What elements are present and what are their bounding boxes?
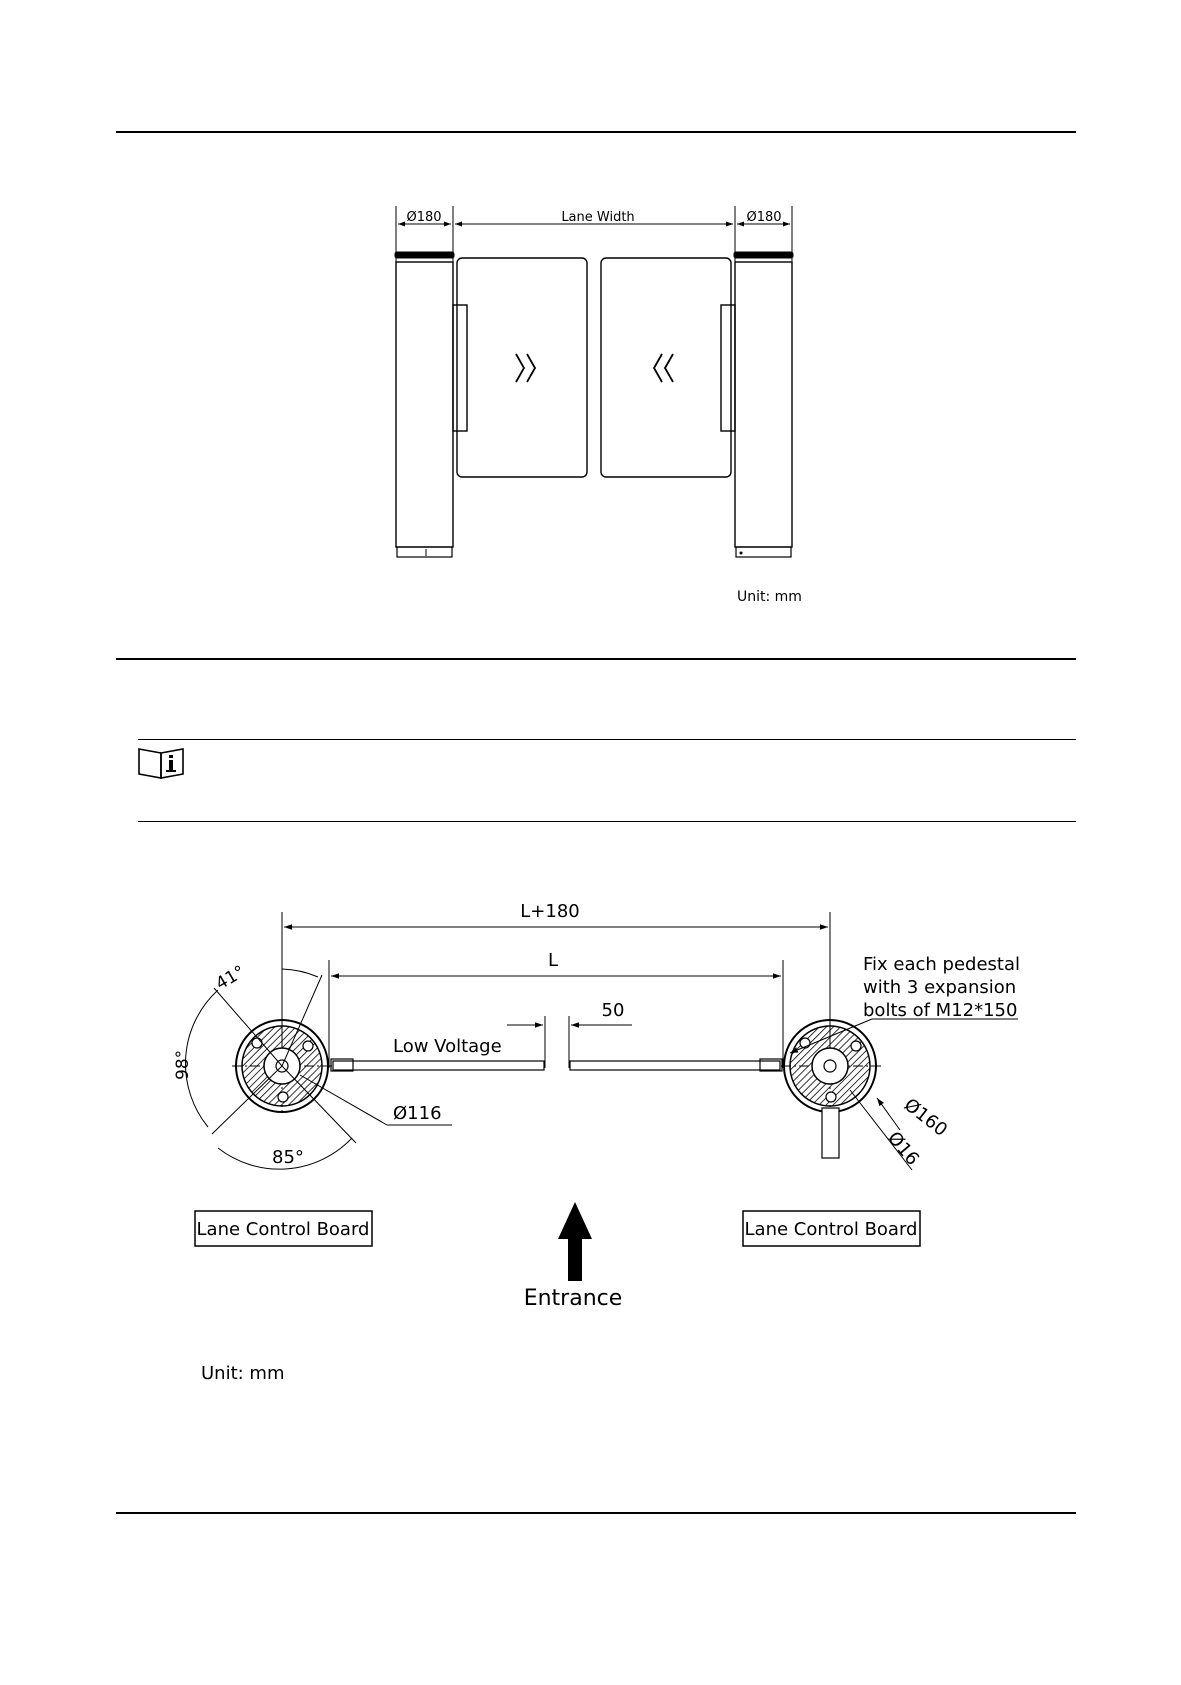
installation-unit-label: Unit: mm	[201, 1363, 285, 1384]
dim-left-label: Ø180	[406, 210, 442, 225]
low-voltage-channel	[331, 1059, 782, 1071]
dia-16-label: Ø16	[883, 1127, 924, 1170]
front-unit-label: Unit: mm	[737, 589, 802, 605]
dim-total-label: L+180	[520, 901, 580, 922]
right-pedestal-base	[784, 1020, 876, 1158]
board-left-label: Lane Control Board	[196, 1219, 370, 1240]
dim-center-label: Lane Width	[561, 210, 635, 225]
entrance-label: Entrance	[523, 1286, 623, 1311]
board-right-label: Lane Control Board	[744, 1219, 918, 1240]
dim-gap-label: 50	[601, 1000, 625, 1021]
dim-right-label: Ø180	[746, 210, 782, 225]
angle-85-label: 85°	[272, 1147, 304, 1168]
note-line-3: bolts of M12*150	[863, 1000, 1018, 1021]
dia-116-label: Ø116	[393, 1103, 442, 1124]
dia-160-label: Ø160	[899, 1094, 952, 1141]
dim-lane-label: L	[547, 950, 559, 971]
angle-41-label: 41°	[212, 961, 249, 995]
low-voltage-label: Low Voltage	[393, 1036, 502, 1057]
note-line-2: with 3 expansion	[863, 977, 1017, 998]
entrance-arrow-icon	[558, 1202, 592, 1281]
angle-98-label: 98°	[173, 1049, 193, 1080]
note-line-1: Fix each pedestal	[863, 954, 1021, 975]
